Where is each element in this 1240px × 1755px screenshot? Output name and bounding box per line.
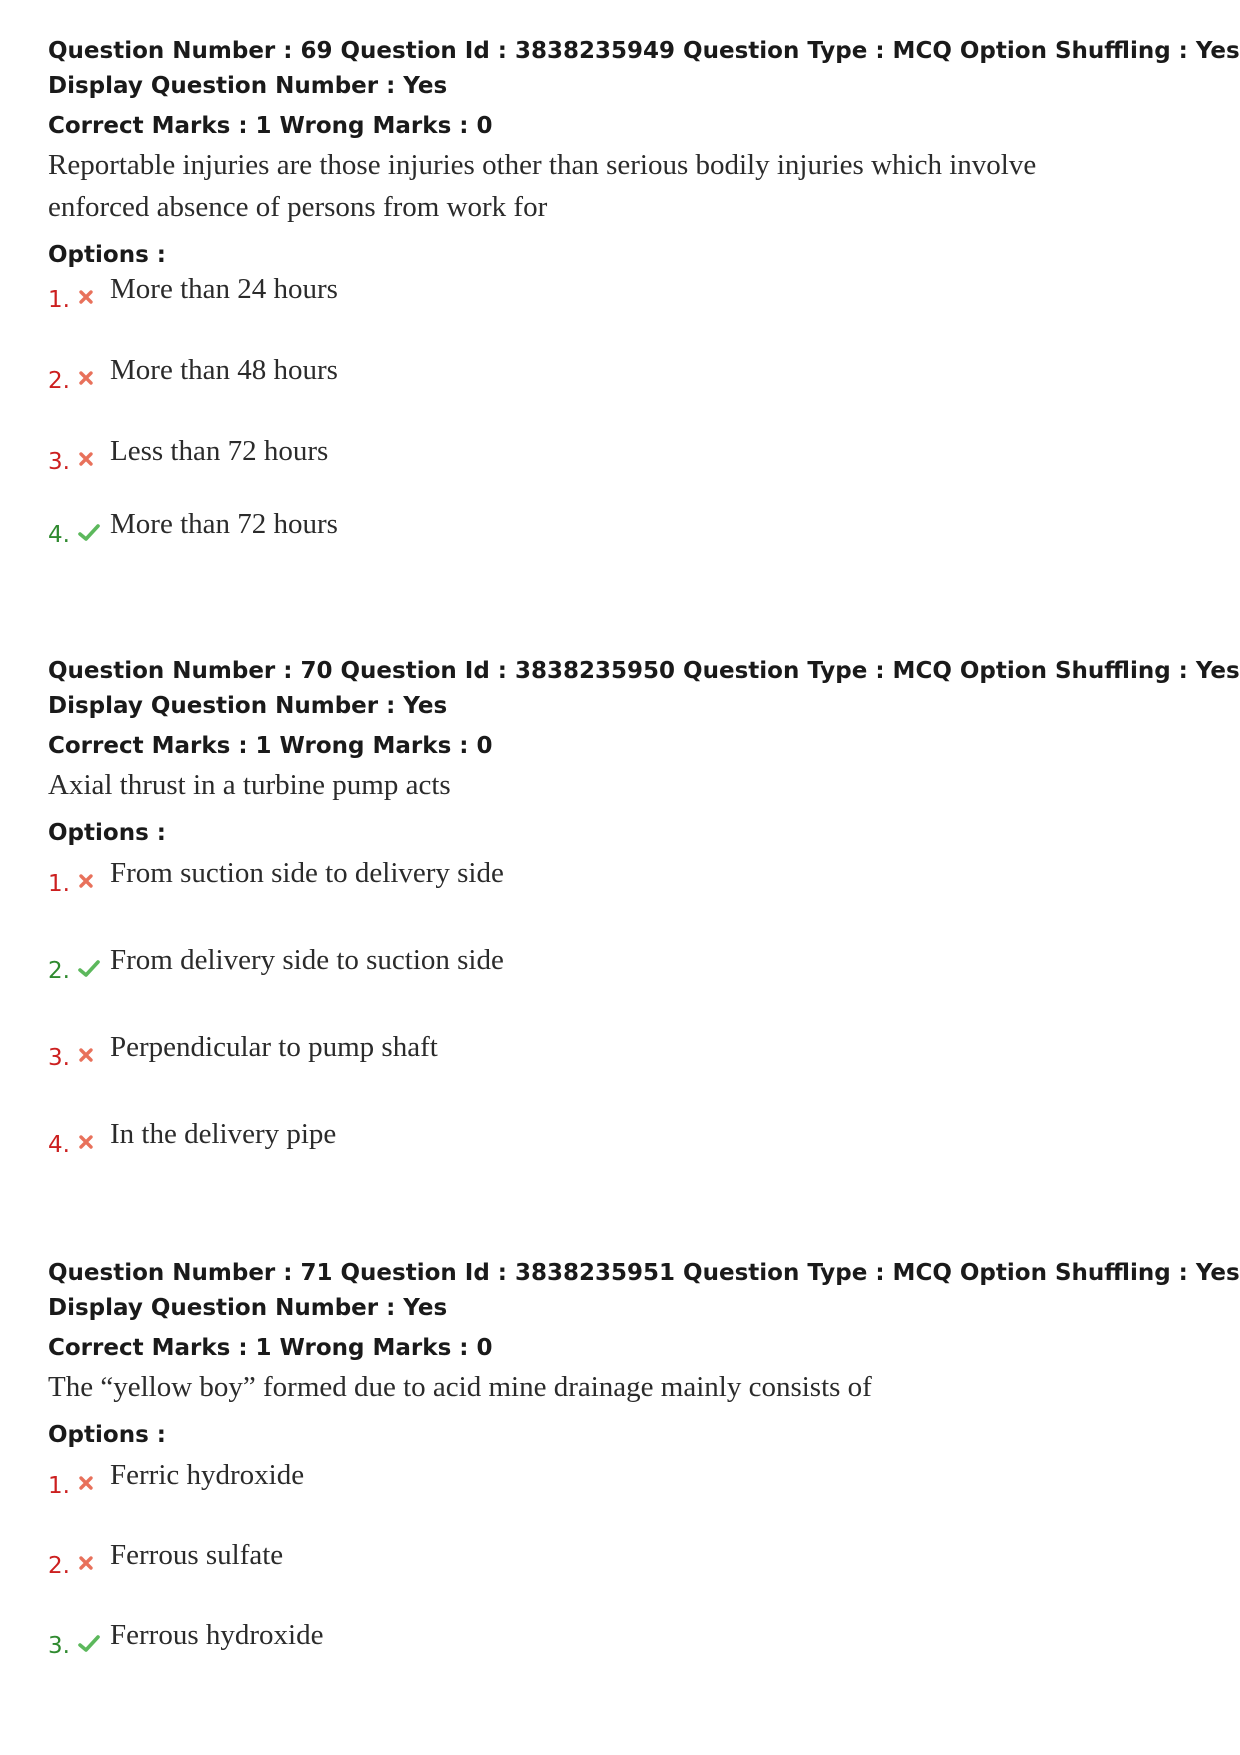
question-69 [48, 34, 1240, 550]
option-item [48, 1461, 1208, 1501]
option-number: 2. [48, 368, 70, 394]
cross-icon [76, 1551, 104, 1581]
option-text: From suction side to delivery side [110, 857, 504, 889]
marks-line: Correct Marks : 1 Wrong Marks : 0 [48, 1335, 493, 1361]
option-number: 3. [48, 1045, 70, 1071]
option-text: Ferrous hydroxide [110, 1619, 324, 1651]
option-number: 4. [48, 1132, 70, 1158]
option-item [48, 1033, 1208, 1073]
option-text: From delivery side to suction side [110, 944, 504, 976]
option-item [48, 1621, 1208, 1661]
option-text: Ferrous sulfate [110, 1539, 284, 1571]
cross-icon [76, 869, 104, 899]
option-text: More than 24 hours [110, 273, 338, 305]
cross-icon [76, 1471, 104, 1501]
question-meta: Question Number : 71 Question Id : 3838235951 Question Type : MCQ Option Shuffling : Yes [48, 1260, 1240, 1286]
option-text: More than 72 hours [110, 508, 338, 540]
option-text: Less than 72 hours [110, 435, 329, 467]
options-label: Options : [48, 1422, 166, 1448]
cross-icon [76, 285, 104, 315]
question-text-line: enforced absence of persons from work for [48, 191, 548, 223]
option-number: 3. [48, 449, 70, 475]
option-number: 4. [48, 522, 70, 548]
option-text: In the delivery pipe [110, 1118, 337, 1150]
option-item [48, 946, 1208, 986]
option-text: Ferric hydroxide [110, 1459, 305, 1491]
display-question-number: Display Question Number : Yes [48, 73, 448, 99]
question-text-line: Reportable injuries are those injuries other than serious bodily injuries which involve [48, 149, 1037, 181]
options-label: Options : [48, 242, 166, 268]
question-text-line: The “yellow boy” formed due to acid mine drainage mainly consists of [48, 1371, 872, 1403]
option-number: 2. [48, 1553, 70, 1579]
cross-icon [76, 1130, 104, 1160]
option-text: Perpendicular to pump shaft [110, 1031, 438, 1063]
option-item [48, 437, 1208, 477]
display-question-number: Display Question Number : Yes [48, 1295, 448, 1321]
question-71 [48, 1256, 1240, 1661]
marks-line: Correct Marks : 1 Wrong Marks : 0 [48, 113, 493, 139]
option-number: 1. [48, 871, 70, 897]
option-number: 1. [48, 1473, 70, 1499]
option-number: 2. [48, 958, 70, 984]
cross-icon [76, 1043, 104, 1073]
question-text-line: Axial thrust in a turbine pump acts [48, 769, 451, 801]
option-text: More than 48 hours [110, 354, 338, 386]
option-item [48, 859, 1208, 899]
option-item [48, 1541, 1208, 1581]
option-item [48, 356, 1208, 396]
check-icon [76, 956, 104, 986]
question-meta: Question Number : 69 Question Id : 3838235949 Question Type : MCQ Option Shuffling : Yes [48, 38, 1240, 64]
marks-line: Correct Marks : 1 Wrong Marks : 0 [48, 733, 493, 759]
options-label: Options : [48, 820, 166, 846]
option-item [48, 1120, 1208, 1160]
check-icon [76, 1631, 104, 1661]
question-meta: Question Number : 70 Question Id : 3838235950 Question Type : MCQ Option Shuffling : Yes [48, 658, 1240, 684]
option-item [48, 510, 1208, 550]
cross-icon [76, 366, 104, 396]
option-item [48, 275, 1208, 315]
cross-icon [76, 447, 104, 477]
question-70 [48, 654, 1240, 1160]
display-question-number: Display Question Number : Yes [48, 693, 448, 719]
option-number: 3. [48, 1633, 70, 1659]
option-number: 1. [48, 287, 70, 313]
check-icon [76, 520, 104, 550]
